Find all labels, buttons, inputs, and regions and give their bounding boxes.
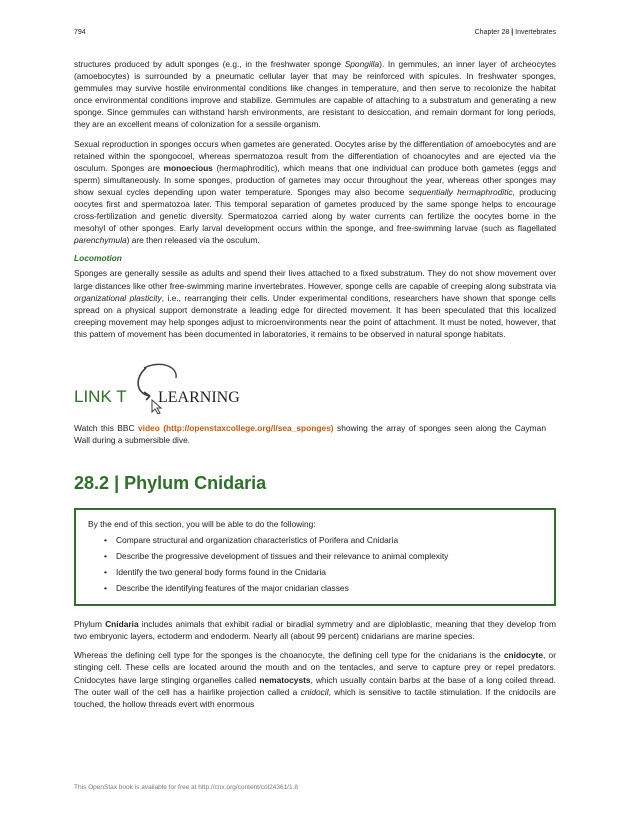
- link-to-learning-graphic: [74, 362, 264, 414]
- key-term: Cnidaria: [105, 619, 139, 630]
- objective-item: • Compare structural and organization characteristics of Porifera and Cnidaria: [104, 534, 542, 546]
- paragraph-cnidaria-intro: Phylum Cnidaria includes animals that exhibit radial or biradial symmetry and are diploblastic, meaning that they develop from two embryonic layers, ectoderm and endoderm. Nearly all (about 99 percent) cnidarians are marine species.: [74, 619, 556, 642]
- section-heading: [74, 472, 556, 494]
- chapter-title: Invertebrates: [513, 29, 556, 36]
- section-title: Phylum Cnidaria: [124, 473, 267, 494]
- swoosh-icon: [144, 364, 176, 378]
- paragraph-gemmules: structures produced by adult sponges (e.g., in the freshwater sponge Spongilla). In gemmules, an inner layer of archeocytes (amoebocytes) is surrounded by a pneumatic cellular layer that may be reinforced with spicules. In freshwater sponges, gemmules may survive hostile environmental conditions like changes in temperature, and then serve to recolonize the habitat once environmental conditions improve and stabilize. Gemmules are capable of attaching to a substratum and generating a new sponge. Since gemmules can withstand harsh environments, are resistant to desiccation, and remain dormant for long periods, they are an excellent means of colonization for a sessile organism.: [74, 59, 556, 130]
- italic-term: Spongilla: [344, 59, 380, 69]
- objective-item: • Describe the identifying features of the major cnidarian classes: [104, 582, 542, 594]
- sea-sponges-video-link[interactable]: video (http://openstaxcollege.org/l/sea_sponges): [137, 422, 334, 433]
- subheading-locomotion: Locomotion: [74, 253, 122, 264]
- key-term: nematocysts: [259, 674, 311, 685]
- objective-item: • Identify the two general body forms found in the Cnidaria: [104, 566, 542, 578]
- link-to-learning-logo: [74, 362, 556, 414]
- page-content: [74, 58, 556, 717]
- chapter-header: [475, 29, 556, 36]
- italic-term: sequentially hermaphroditic: [408, 186, 513, 197]
- ltl-word-link: LINK T: [74, 386, 127, 406]
- paragraph-locomotion: Sponges are generally sessile as adults and spend their lives attached to a fixed substratum. They do not show movement over large distances like other free-swimming marine invertebrates. However, sponge cells are capable of creeping along substrata via organizational plasticity, i.e., rearranging their cells. Under experimental conditions, researchers have shown that sponge cells spread on a physical support demonstrate a leading edge for directed movement. It has been speculated that this localized creeping movement may help sponges adjust to microenvironments near the point of attachment. It must be noted, however, that this pattern of movement has been documented in laboratories, it remains to be observed in natural sponge habitats.: [74, 268, 556, 339]
- key-term: cnidocyte: [503, 650, 543, 661]
- page-number: 794: [74, 29, 86, 36]
- paragraph-cnidocyte: Whereas the defining cell type for the sponges is the choanocyte, the defining cell type for the cnidarians is the cnidocyte, or stinging cell. These cells are located around the mouth and on the tentacles, and serve to capture prey or repel predators. Cnidocytes have large stinging organelles called nematocysts, which usually contain barbs at the base of a long coiled thread. The outer wall of the cell has a hairlike projection called a cnidocil, which is sensitive to tactile stimulation. If the cnidocils are touched, the hollow threads evert with enormous: [74, 650, 557, 709]
- learning-objectives-box: [74, 508, 556, 606]
- italic-term: parenchymula: [74, 235, 127, 246]
- chapter-prefix: Chapter 28: [474, 29, 512, 36]
- paragraph-sexual-reproduction: Sexual reproduction in sponges occurs when gametes are generated. Oocytes arise by the differentiation of amoebocytes and are retained within the spongocoel, whereas spermatozoa result from the differentiation of choanocytes and are ejected via the osculum. Sponges are monoecious (hermaphroditic), which means that one individual can produce both gametes (eggs and sperm) simultaneously. In some sponges, production of gametes may occur throughout the year, whereas other sponges may show sexual cycles depending upon water temperature. Sponges may also become sequentially hermaphroditic, producing oocytes first and spermatozoa later. This temporal separation of gametes produced by the same sponge helps to encourage cross-fertilization and genetic diversity. Spermatozoa carried along by water currents can fertilize the oocytes borne in the mesohyl of other sponges. Early larval development occurs within the sponge, and free-swimming larvae (such as flagellated parenchymula) are then released via the osculum.: [74, 138, 557, 246]
- link-to-learning-text: [74, 422, 546, 446]
- italic-term: cnidocil: [300, 686, 329, 697]
- objectives-list: [88, 534, 542, 594]
- page-footer: This OpenStax book is available for free at http://cnx.org/content/col24361/1.8: [74, 784, 299, 791]
- section-number: 28.2: [74, 473, 110, 494]
- cursor-arrow-icon: [138, 368, 150, 400]
- watch-text-after: showing the array of sponges seen along the Cayman Wall during a submersible dive.: [74, 422, 546, 446]
- objective-item: • Describe the progressive development of tissues and their relevance to animal complexity: [104, 550, 542, 562]
- italic-term: organizational plasticity: [74, 292, 162, 303]
- objectives-intro: By the end of this section, you will be able to do the following:: [88, 519, 316, 530]
- watch-text-before: Watch this BBC: [74, 422, 138, 433]
- chapter-separator: |: [511, 29, 514, 36]
- ltl-word-learning: LEARNING: [158, 388, 240, 406]
- section-separator: |: [114, 473, 120, 494]
- key-term: monoecious: [163, 162, 213, 173]
